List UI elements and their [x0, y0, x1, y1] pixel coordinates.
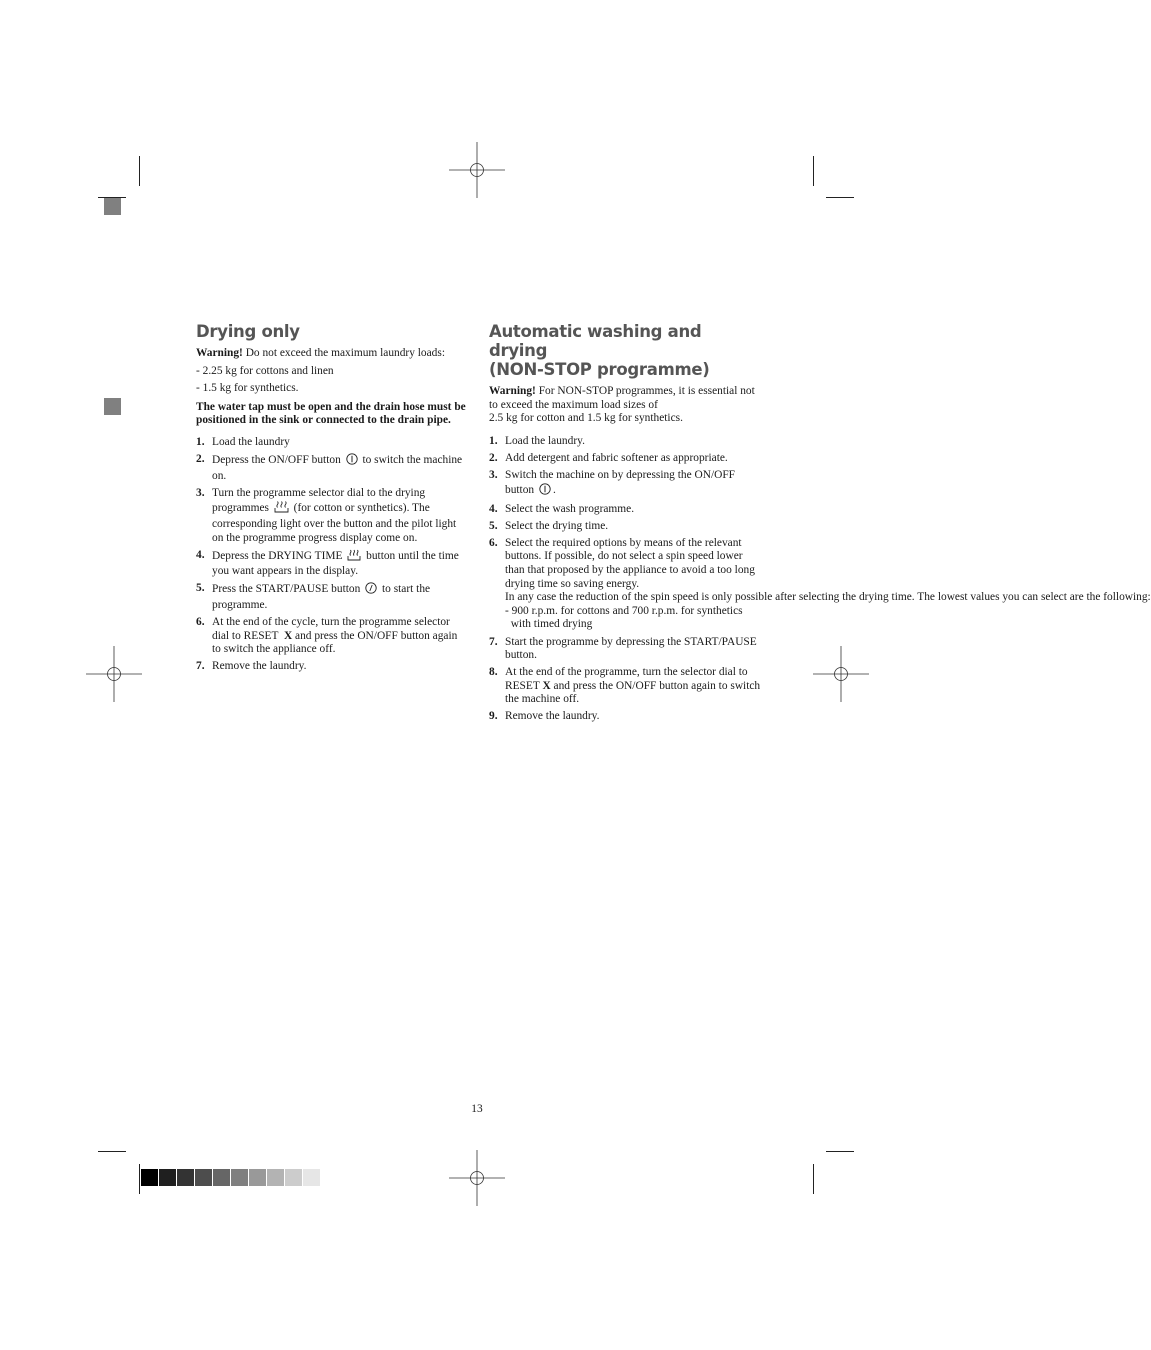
- color-swatch: [195, 1169, 212, 1186]
- drying-only-section: [196, 322, 468, 674]
- crop-mark-bottom-right: [813, 1164, 814, 1194]
- crop-mark-top-right-h: [826, 197, 854, 198]
- tap-note: The water tap must be open and the drain hose must be positioned in the sink or connected to the drain pipe.: [196, 400, 466, 427]
- step-text-continued: - 900 r.p.m. for cottons and 700 r.p.m. for synthetics: [505, 604, 743, 617]
- step-text: Depress the DRYING TIME: [212, 549, 346, 562]
- step-item: [489, 503, 764, 517]
- drying-only-title: Drying only: [196, 322, 300, 341]
- non-stop-title-line2: (NON-STOP programme): [489, 360, 710, 379]
- warning-label: Warning!: [196, 347, 243, 359]
- step-text: Turn the programme selector dial to the drying programmes: [212, 486, 428, 515]
- step-number: 6.: [196, 616, 205, 628]
- step-item: [196, 549, 468, 579]
- step-item: [489, 536, 1151, 632]
- step-item: [196, 660, 468, 674]
- step-text: Remove the laundry.: [505, 710, 600, 723]
- warning-text: Do not exceed the maximum laundry loads:: [242, 347, 445, 359]
- crop-mark-top-left: [139, 156, 140, 186]
- step-text-end: to switch the machine on.: [212, 454, 465, 482]
- step-item: [196, 436, 468, 450]
- step-number: 4.: [489, 502, 498, 515]
- step-text: Add detergent and fabric softener as appropriate.: [505, 451, 728, 464]
- step-number: 1.: [196, 435, 205, 448]
- step-text-end: to start the programme.: [212, 583, 433, 611]
- step-text: Load the laundry: [212, 435, 290, 448]
- step-item: [196, 487, 468, 545]
- crop-mark-bottom-left: [139, 1164, 140, 1194]
- color-swatch: [141, 1169, 158, 1186]
- step-number: 2.: [196, 453, 205, 466]
- step-item: [489, 435, 764, 449]
- crop-mark-bottom-right-h: [826, 1151, 854, 1152]
- reset-x-symbol: X: [542, 679, 551, 692]
- warning-text-2: 2.5 kg for cotton and 1.5 kg for synthetics.: [489, 412, 683, 425]
- step-text: Switch the machine on by depressing the ON/OFF button: [505, 468, 738, 496]
- step-text: Select the wash programme.: [505, 502, 635, 515]
- color-swatch: [213, 1169, 230, 1186]
- color-swatch: [249, 1169, 266, 1186]
- power-icon: [539, 483, 551, 500]
- step-number: 7.: [489, 635, 498, 648]
- power-icon: [346, 453, 358, 470]
- step-number: 6.: [489, 536, 498, 549]
- step-text: At the end of the cycle, turn the programme selector dial to RESET: [212, 616, 453, 642]
- step-text: Select the drying time.: [505, 519, 609, 532]
- step-text: Load the laundry.: [505, 434, 585, 447]
- step-number: 7.: [196, 660, 205, 673]
- step-number: 4.: [196, 548, 205, 561]
- step-item: [489, 520, 764, 534]
- step-item: [196, 582, 468, 612]
- step-text-continued: In any case the reduction of the spin speed is only possible after selecting the drying time. The lowest values you can select are the following:: [505, 591, 1151, 604]
- non-stop-title: [489, 322, 764, 379]
- step-text-end: button until the time you want appears in the display.: [212, 549, 462, 578]
- step-number: 3.: [196, 486, 205, 499]
- non-stop-section: [489, 322, 1151, 724]
- registration-mark-bottom-icon: [449, 1150, 505, 1206]
- step-text-end: (for cotton or synthetics). The corresponding light over the button and the pilot light on the programme progress display come on.: [212, 502, 460, 544]
- step-number: 2.: [489, 451, 498, 464]
- color-swatch: [177, 1169, 194, 1186]
- drying-time-icon: [347, 549, 361, 566]
- drying-warning: [196, 347, 468, 361]
- load-cottons: - 2.25 kg for cottons and linen: [196, 364, 334, 377]
- registration-mark-right-icon: [813, 646, 869, 702]
- color-swatch: [303, 1169, 320, 1186]
- step-item: [489, 469, 764, 499]
- color-swatch: [267, 1169, 284, 1186]
- reset-x-symbol: X: [283, 629, 293, 642]
- page-number: 13: [471, 1103, 483, 1115]
- step-number: 5.: [196, 582, 205, 595]
- crop-mark-bottom-left-h: [98, 1151, 126, 1152]
- non-stop-steps-list: [489, 434, 1151, 724]
- gray-marker-top: [104, 198, 121, 215]
- load-synthetics: - 1.5 kg for synthetics.: [196, 382, 299, 395]
- non-stop-warning: [489, 385, 764, 426]
- step-text: Start the programme by depressing the START/PAUSE button.: [505, 635, 757, 662]
- step-item: [196, 616, 468, 657]
- step-text: Press the START/PAUSE button: [212, 583, 364, 596]
- drying-steps-list: [196, 436, 468, 674]
- step-item: [489, 636, 764, 663]
- step-number: 8.: [489, 666, 498, 679]
- step-text-end: and press the ON/OFF button again to switch the machine off.: [505, 679, 763, 706]
- step-text-end: and press the ON/OFF button again to switch the appliance off.: [212, 629, 461, 656]
- registration-mark-top-icon: [449, 142, 505, 198]
- step-number: 1.: [489, 434, 498, 447]
- warning-text: For NON-STOP programmes, it is essential not to exceed the maximum load sizes of: [489, 385, 755, 411]
- step-text-end: .: [552, 483, 556, 496]
- step-item: [196, 453, 468, 483]
- gray-marker-middle: [104, 398, 121, 415]
- step-text: Select the required options by means of the relevant buttons. If possible, do not select a spin speed lower than that proposed by the appliance to avoid a too long drying time so saving energy.: [505, 536, 755, 590]
- step-number: 5.: [489, 519, 498, 532]
- step-number: 3.: [489, 468, 498, 481]
- color-swatch: [285, 1169, 302, 1186]
- step-item: [489, 452, 764, 466]
- registration-mark-left-icon: [86, 646, 142, 702]
- step-item: [489, 666, 764, 707]
- warning-label: Warning!: [489, 385, 536, 397]
- color-calibration-strip: [141, 1169, 320, 1186]
- step-number: 9.: [489, 710, 498, 723]
- step-item: [489, 710, 764, 724]
- non-stop-title-line1: Automatic washing and drying: [489, 322, 702, 360]
- step-text: At the end of the programme, turn the selector dial to RESET: [505, 666, 751, 692]
- color-swatch: [159, 1169, 176, 1186]
- step-text: Depress the ON/OFF button: [212, 454, 344, 467]
- crop-mark-top-right: [813, 156, 814, 186]
- color-swatch: [231, 1169, 248, 1186]
- step-text: Remove the laundry.: [212, 660, 307, 673]
- start-pause-icon: [365, 582, 377, 599]
- drying-icon: [274, 500, 289, 518]
- step-text-continued: with timed drying: [505, 618, 593, 631]
